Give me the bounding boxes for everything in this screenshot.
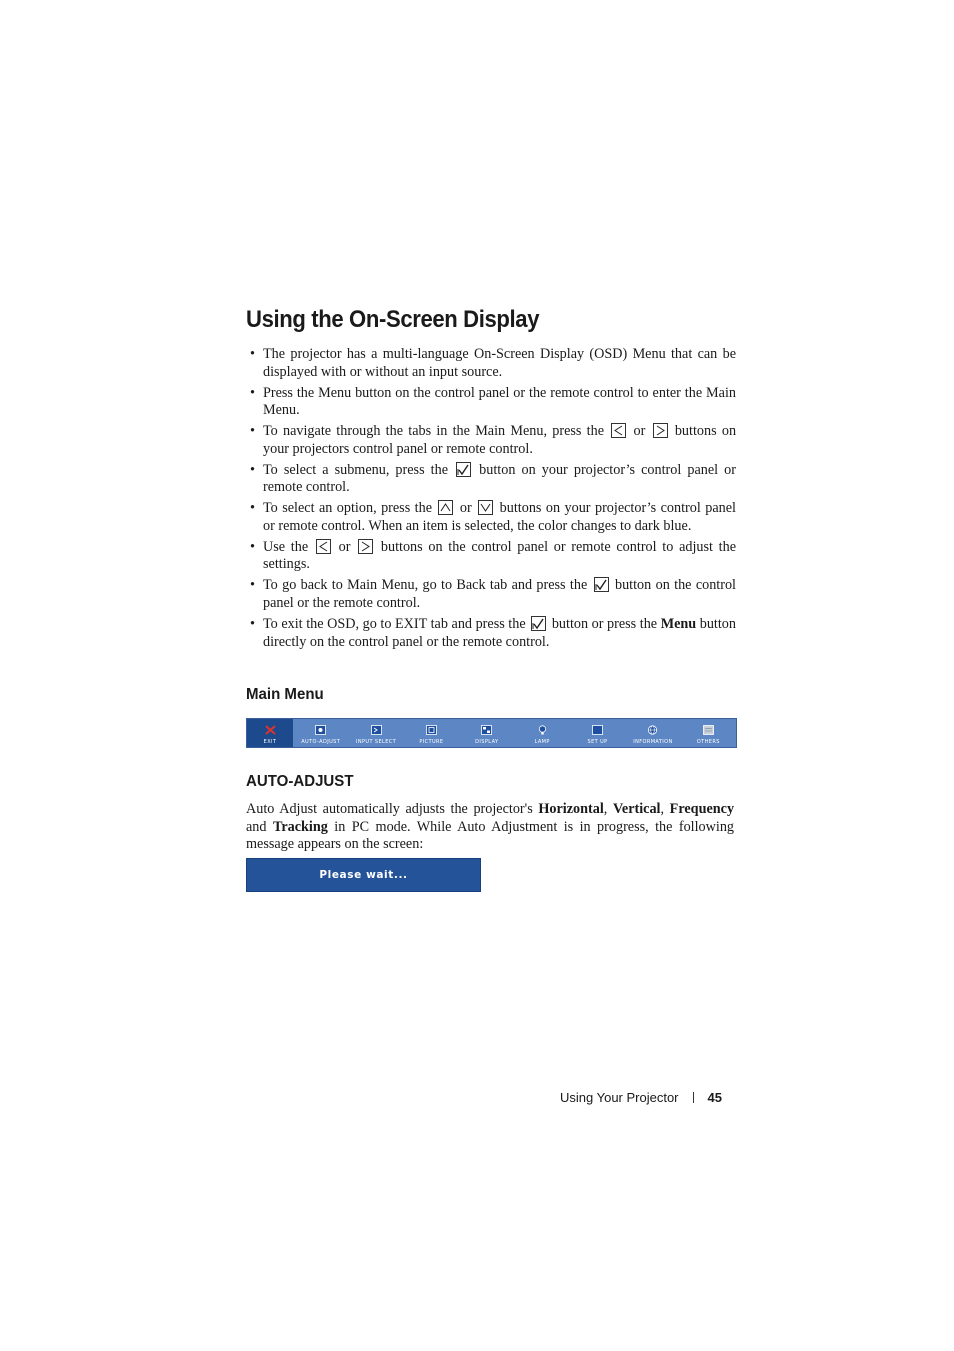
please-wait-text: Please wait... <box>319 869 408 881</box>
right-arrow-button-icon <box>653 423 668 438</box>
list-item: • To go back to Main Menu, go to Back tab and press the button on the control panel or the remote control. <box>248 577 736 612</box>
enter-checkmark-button-icon <box>456 462 471 477</box>
list-item: • To select an option, press the or buttons on your projector’s control panel or remote control. When an item is selected, the color changes to dark blue. <box>248 500 736 535</box>
lamp-icon <box>537 725 548 735</box>
list-item: • Press the Menu button on the control panel or the remote control to enter the Main Menu. <box>248 385 736 420</box>
tab-input-select: INPUT SELECT <box>348 719 403 747</box>
tab-exit: EXIT <box>247 719 293 747</box>
others-icon <box>703 725 714 735</box>
footer-divider <box>693 1092 694 1103</box>
page-number: 45 <box>707 1090 722 1105</box>
up-arrow-button-icon <box>438 500 453 515</box>
tab-lamp: LAMP <box>515 719 570 747</box>
tab-information: INFORMATION <box>625 719 680 747</box>
page-footer <box>560 1090 722 1105</box>
input-select-icon <box>371 725 382 735</box>
left-arrow-button-icon <box>316 539 331 554</box>
information-globe-icon <box>647 725 658 735</box>
instruction-list <box>248 346 736 655</box>
right-arrow-button-icon <box>358 539 373 554</box>
left-arrow-button-icon <box>611 423 626 438</box>
footer-section-title: Using Your Projector <box>560 1090 679 1105</box>
page-title: Using the On-Screen Display <box>246 306 540 333</box>
enter-checkmark-button-icon <box>594 577 609 592</box>
list-item: • The projector has a multi-language On-Screen Display (OSD) Menu that can be displayed with or without an input source. <box>248 346 736 381</box>
list-item: • To select a submenu, press the button on your projector’s control panel or remote control. <box>248 462 736 497</box>
display-icon <box>481 725 492 735</box>
auto-adjust-icon <box>315 725 326 735</box>
tab-display: DISPLAY <box>459 719 514 747</box>
list-item: • To exit the OSD, go to EXIT tab and press the button or press the Menu button directly on the control panel or the remote control. <box>248 616 736 651</box>
auto-adjust-paragraph: Auto Adjust automatically adjusts the projector's Horizontal, Vertical, Frequency and Tracking in PC mode. While Auto Adjustment is in progress, the following message appears on the screen: <box>246 801 735 853</box>
please-wait-message-box <box>246 858 481 892</box>
list-item: • To navigate through the tabs in the Main Menu, press the or buttons on your projectors control panel or remote control. <box>248 423 736 458</box>
list-item: • Use the or buttons on the control panel or remote control to adjust the settings. <box>248 539 736 574</box>
set-up-icon <box>592 725 603 735</box>
tab-picture: PICTURE <box>404 719 459 747</box>
down-arrow-button-icon <box>478 500 493 515</box>
enter-checkmark-button-icon <box>531 616 546 631</box>
tab-auto-adjust: AUTO-ADJUST <box>293 719 348 747</box>
osd-main-menu-bar <box>246 718 737 748</box>
main-menu-heading: Main Menu <box>246 686 324 703</box>
tab-set-up: SET UP <box>570 719 625 747</box>
auto-adjust-heading: AUTO-ADJUST <box>246 773 354 790</box>
tab-others: OTHERS <box>681 719 736 747</box>
picture-icon <box>426 725 437 735</box>
exit-x-icon <box>265 725 276 735</box>
